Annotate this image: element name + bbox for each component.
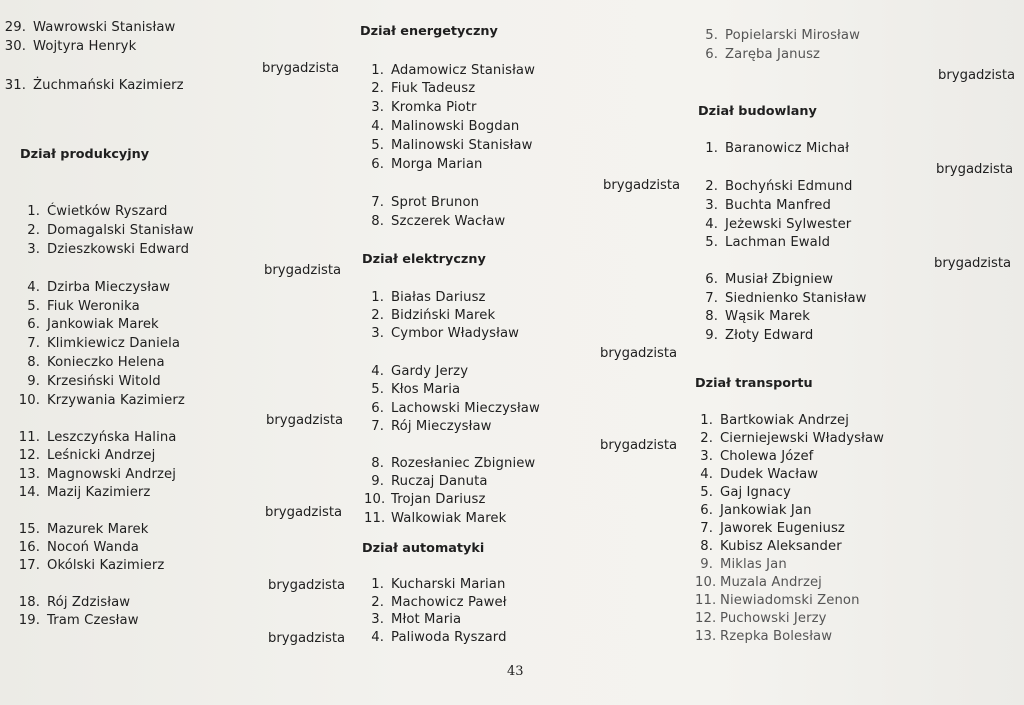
list-item: 6. Jankowiak Jan [700,503,812,518]
list-item: 7. Klimkiewicz Daniela [27,336,181,351]
list-item: 4. Paliwoda Ryszard [371,630,507,645]
list-item: 1. Baranowicz Michał [705,141,850,156]
list-item: 6. Jankowiak Marek [27,317,159,332]
list-item: 3. Cholewa Józef [700,449,814,464]
list-item: 10. Trojan Dariusz [364,492,486,507]
list-item: 2. Bidziński Marek [371,308,496,323]
list-item: 9. Miklas Jan [700,557,787,572]
list-item: 17. Okólski Kazimierz [18,558,165,573]
brygadzista-label: brygadzista [268,631,346,646]
list-item: 3. Buchta Manfred [705,198,831,213]
brygadzista-label: brygadzista [266,413,344,428]
section-heading: Dział energetyczny [360,24,498,39]
section-heading: Dział elektryczny [362,252,486,267]
brygadzista-label: brygadzista [934,256,1012,271]
list-item: 2. Fiuk Tadeusz [371,81,476,96]
list-item: 31. Żuchmański Kazimierz [4,78,184,93]
list-item: 29. Wawrowski Stanisław [4,20,176,35]
list-item: 4. Dudek Wacław [700,467,819,482]
list-item: 4. Jeżewski Sylwester [705,217,852,232]
list-item: 8. Kubisz Aleksander [700,539,842,554]
list-item: 1. Kucharski Marian [371,577,506,592]
list-item: 18. Rój Zdzisław [18,595,131,610]
list-item: 2. Bochyński Edmund [705,179,853,194]
list-item: 9. Złoty Edward [705,328,814,343]
list-item: 9. Krzesiński Witold [27,374,161,389]
brygadzista-label: brygadzista [268,578,346,593]
list-item: 14. Mazij Kazimierz [18,485,151,500]
list-item: 30. Wojtyra Henryk [4,39,137,54]
brygadzista-label: brygadzista [265,505,343,520]
brygadzista-label: brygadzista [603,178,681,193]
brygadzista-label: brygadzista [936,162,1014,177]
list-item: 3. Cymbor Władysław [371,326,520,341]
list-item: 11. Niewiadomski Zenon [695,593,860,608]
list-item: 6. Musiał Zbigniew [705,272,834,287]
brygadzista-label: brygadzista [264,263,342,278]
list-item: 9. Ruczaj Danuta [371,474,488,489]
brygadzista-label: brygadzista [600,438,678,453]
list-item: 4. Gardy Jerzy [371,364,469,379]
list-item: 10. Muzala Andrzej [695,575,822,590]
list-item: 5. Fiuk Weronika [27,299,140,314]
list-item: 1. Ćwietków Ryszard [27,204,168,219]
list-item: 3. Dzieszkowski Edward [27,242,190,257]
section-heading: Dział budowlany [698,104,817,119]
list-item: 6. Zaręba Janusz [705,47,821,62]
list-item: 5. Malinowski Stanisław [371,138,533,153]
list-item: 5. Popielarski Mirosław [705,28,860,43]
list-item: 19. Tram Czesław [18,613,139,628]
list-item: 1. Bartkowiak Andrzej [700,413,849,428]
list-item: 8. Szczerek Wacław [371,214,506,229]
list-item: 4. Dzirba Mieczysław [27,280,171,295]
list-item: 7. Sprot Brunon [371,195,480,210]
list-item: 8. Rozesłaniec Zbigniew [371,456,536,471]
list-item: 4. Malinowski Bogdan [371,119,520,134]
list-item: 13. Magnowski Andrzej [18,467,176,482]
page-number: 43 [507,664,524,679]
list-item: 3. Młot Maria [371,612,462,627]
list-item: 1. Białas Dariusz [371,290,486,305]
section-heading: Dział automatyki [362,541,485,556]
list-item: 15. Mazurek Marek [18,522,149,537]
list-item: 6. Morga Marian [371,157,483,172]
list-item: 13. Rzepka Bolesław [695,629,833,644]
list-item: 5. Lachman Ewald [705,235,831,250]
list-item: 3. Kromka Piotr [371,100,477,115]
section-heading: Dział produkcyjny [20,147,150,162]
list-item: 5. Kłos Maria [371,382,461,397]
list-item: 8. Konieczko Helena [27,355,165,370]
list-item: 11. Walkowiak Marek [364,511,507,526]
list-item: 16. Nocoń Wanda [18,540,139,555]
list-item: 11. Leszczyńska Halina [18,430,177,445]
list-item: 5. Gaj Ignacy [700,485,791,500]
brygadzista-label: brygadzista [262,61,340,76]
brygadzista-label: brygadzista [938,68,1016,83]
list-item: 10. Krzywania Kazimierz [18,393,185,408]
section-heading: Dział transportu [695,376,813,391]
list-item: 2. Machowicz Paweł [371,595,507,610]
list-item: 7. Rój Mieczysław [371,419,492,434]
list-item: 7. Siednienko Stanisław [705,291,867,306]
brygadzista-label: brygadzista [600,346,678,361]
list-item: 12. Puchowski Jerzy [695,611,827,626]
list-item: 2. Cierniejewski Władysław [700,431,885,446]
list-item: 1. Adamowicz Stanisław [371,63,536,78]
list-item: 12. Leśnicki Andrzej [18,448,156,463]
list-item: 8. Wąsik Marek [705,309,810,324]
list-item: 6. Lachowski Mieczysław [371,401,540,416]
list-item: 7. Jaworek Eugeniusz [700,521,845,536]
list-item: 2. Domagalski Stanisław [27,223,194,238]
